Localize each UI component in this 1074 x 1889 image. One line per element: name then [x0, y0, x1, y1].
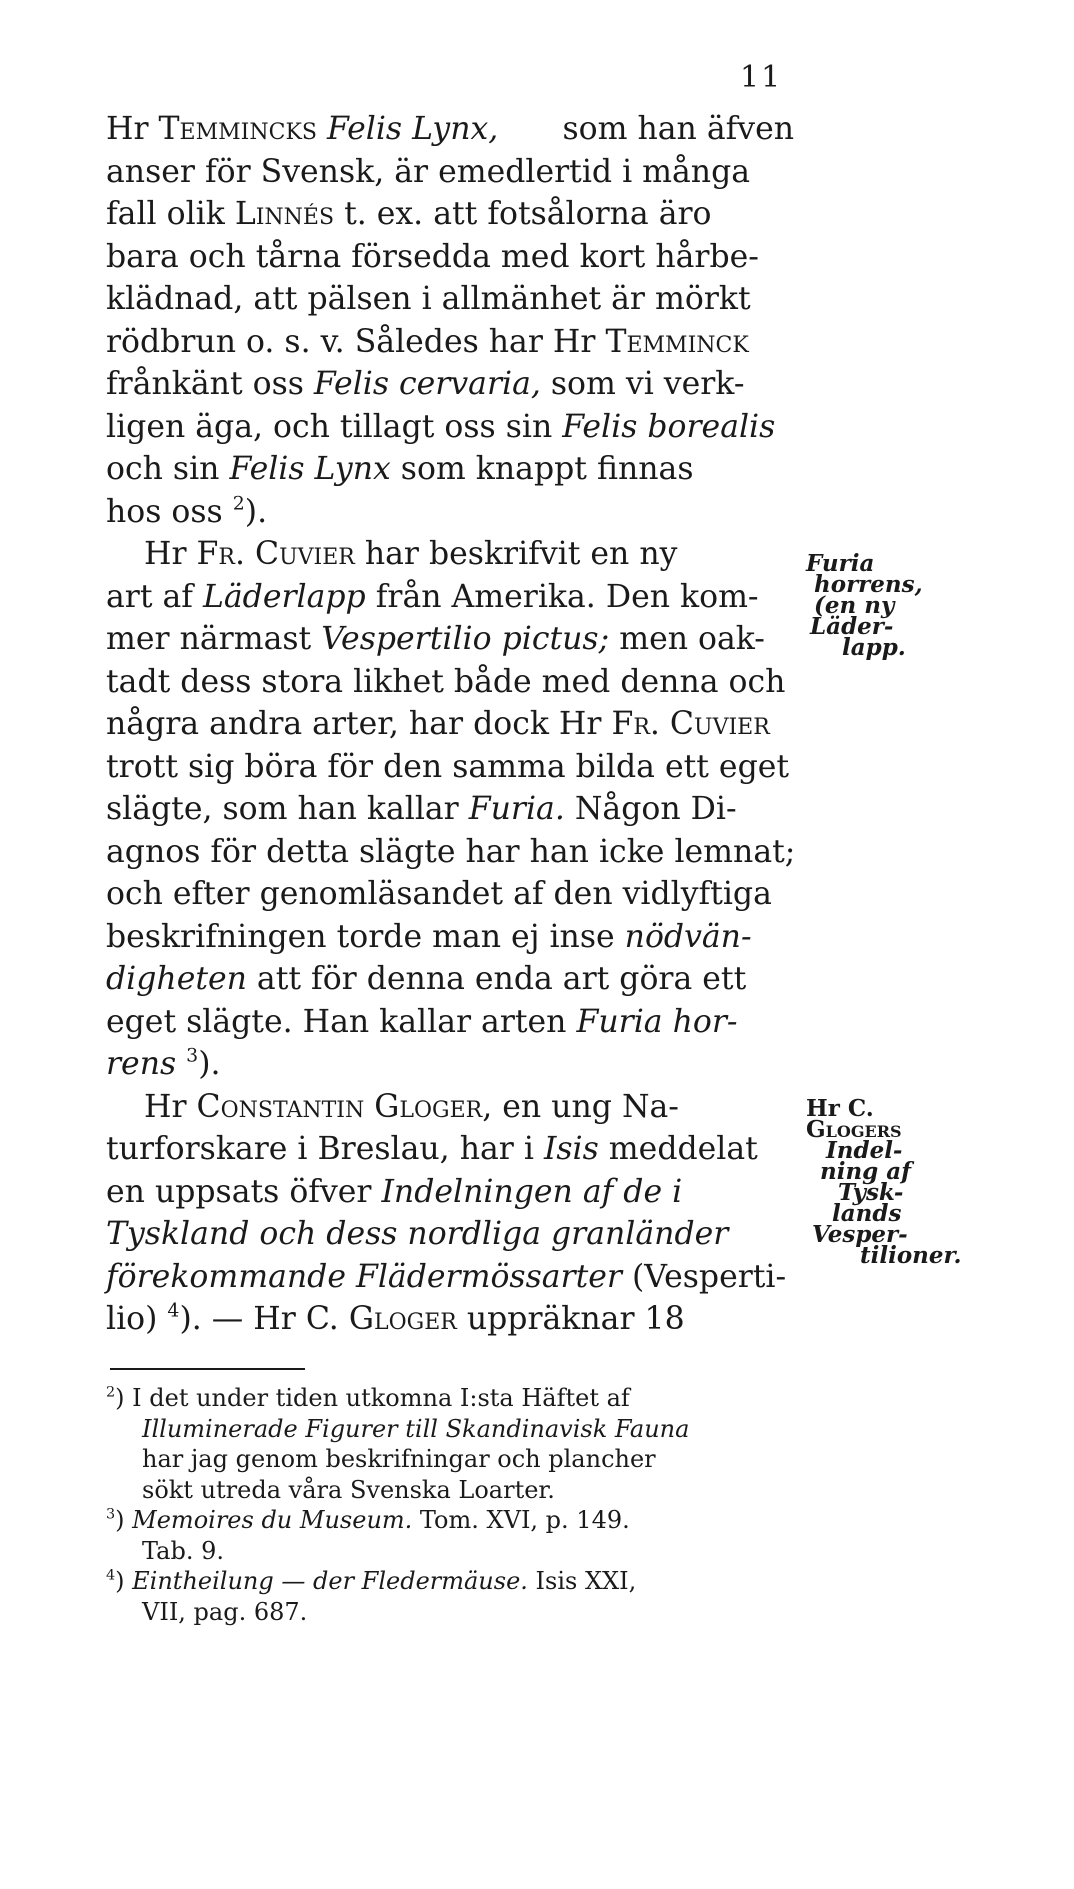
text-line: bara och tårna försedda med kort hårbe- [106, 238, 759, 275]
text-line: Hr Temmincks Felis Lynx, som han äfven [106, 111, 794, 147]
text-line: beskrifningen torde man ej inse nödvän- [106, 918, 752, 955]
margin-note-furia: Furia horrens, (en ny Läder- lapp. [806, 550, 923, 661]
text-line: Hr Constantin Gloger, en ung Na- [144, 1088, 679, 1125]
text-line: några andra arter, har dock Hr Fr. Cuvier [106, 706, 770, 742]
footnote-line: sökt utreda våra Svenska Loarter. [142, 1475, 555, 1504]
margin-note-gloger: Hr C. Glogers Indel- ning af Tysk- lands Vesper- tilioner. [806, 1095, 962, 1269]
text-line: mer närmast Vespertilio pictus; men oak- [106, 621, 765, 657]
text-line: klädnad, att pälsen i allmänhet är mörkt [106, 281, 751, 317]
footnote-line: har jag genom beskrifningar och plancher [142, 1445, 656, 1473]
text-line: digheten att för denna enda art göra ett [106, 961, 747, 997]
text-line: förekommande Flädermössarter (Vesperti- [106, 1258, 787, 1295]
text-line: anser för Svensk, är emedlertid i många [106, 153, 751, 190]
text-line: rens $^3$). [106, 1044, 221, 1082]
text-line: rödbrun o. s. v. Således har Hr Temminck [106, 323, 749, 360]
text-line: agnos för detta slägte har han icke lemnat; [106, 833, 796, 870]
text-line: art af Läderlapp från Amerika. Den kom- [106, 578, 759, 615]
text-line: hos oss $^2$). [106, 492, 268, 530]
text-line: och sin Felis Lynx som knappt finnas [106, 451, 694, 487]
footnote-ref: 3 [186, 1044, 199, 1067]
body-text [106, 108, 794, 1341]
text-line: Hr Fr. Cuvier har beskrifvit en ny [144, 536, 678, 572]
text-line: fall olik Linnés t. ex. att fotsålorna äro [106, 196, 712, 232]
text-line: trott sig böra för den samma bilda ett eget [106, 748, 790, 785]
text-line: eget slägte. Han kallar arten Furia hor- [106, 1003, 738, 1040]
text-line: och efter genomläsandet af den vidlyftiga [106, 876, 772, 912]
footnote-3: $^3$) Memoires du Museum. Tom. XVI, p. 149. [106, 1506, 630, 1534]
footnotes [106, 1383, 806, 1627]
text-line: ligen äga, och tillagt oss sin Felis borealis [106, 408, 776, 445]
footnote-ref: 4 [167, 1299, 180, 1322]
text-line: en uppsats öfver Indelningen af de i [106, 1173, 683, 1210]
footnote-ref: 2 [232, 492, 245, 515]
text-line: tadt dess stora likhet både med denna och [106, 663, 786, 700]
text-line: lio) $^4$). — Hr C. Gloger uppräknar 18 [106, 1299, 685, 1337]
footnote-rule [110, 1368, 305, 1370]
footnote-2: $^2$) I det under tiden utkomna I:sta Häftet af [106, 1384, 630, 1412]
footnote-4: $^4$) Eintheilung — der Fledermäuse. Isis XXI, [106, 1567, 637, 1595]
page-number: 11 [740, 60, 783, 95]
text-line: Tyskland och dess nordliga granländer [106, 1216, 729, 1252]
text-line: frånkänt oss Felis cervaria, som vi verk- [106, 366, 745, 402]
footnote-line: Illuminerade Figurer till Skandinavisk Fauna [142, 1414, 690, 1443]
text-line: slägte, som han kallar Furia. Någon Di- [106, 791, 737, 827]
footnote-line: Tab. 9. [142, 1536, 224, 1565]
text-line: turforskare i Breslau, har i Isis meddelat [106, 1131, 758, 1167]
footnote-line: VII, pag. 687. [142, 1597, 308, 1626]
